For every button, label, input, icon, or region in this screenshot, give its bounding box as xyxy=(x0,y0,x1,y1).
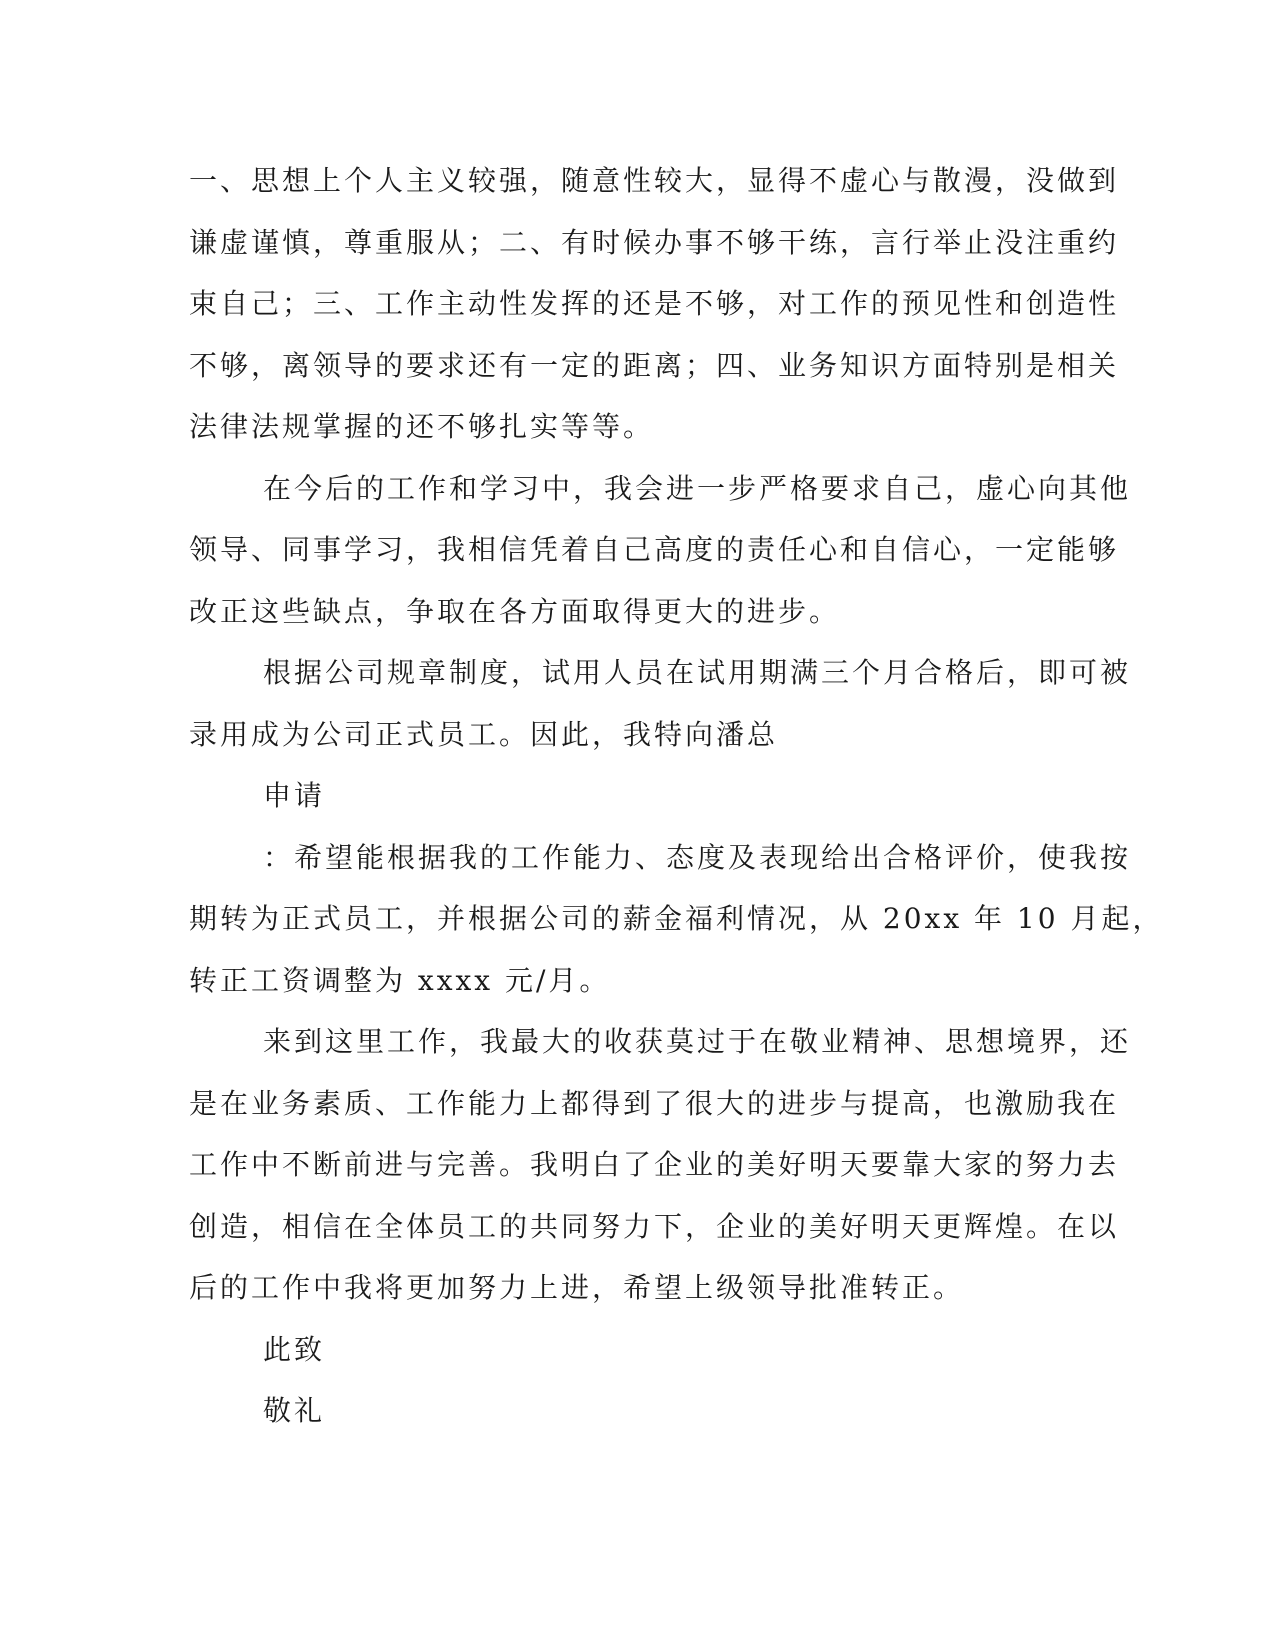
text-line: 申请 xyxy=(263,779,326,812)
closing-phrase: 此致 xyxy=(263,1332,326,1366)
text-line: 转正工资调整为 xxxx 元/月。 xyxy=(189,963,611,997)
text-line: 后的工作中我将更加努力上进，希望上级领导批准转正。 xyxy=(189,1271,965,1304)
text-line: 法律法规掌握的还不够扎实等等。 xyxy=(189,410,655,443)
text-line: 是在业务素质、工作能力上都得到了很大的进步与提高，也激励我在 xyxy=(189,1086,1120,1120)
text-line: 一、思想上个人主义较强，随意性较大，显得不虚心与散漫，没做到 xyxy=(189,164,1120,197)
text-line: 期转为正式员工，并根据公司的薪金福利情况，从 20xx 年 10 月起， xyxy=(189,902,1164,935)
text-line: 根据公司规章制度，试用人员在试用期满三个月合格后，即可被 xyxy=(263,656,1132,689)
letter-body xyxy=(189,162,1164,1454)
text-line: 谦虚谨慎，尊重服从；二、有时候办事不够干练，言行举止没注重约 xyxy=(189,225,1120,259)
text-line: 不够，离领导的要求还有一定的距离；四、业务知识方面特别是相关 xyxy=(189,348,1120,382)
text-line: 改正这些缺点，争取在各方面取得更大的进步。 xyxy=(189,594,841,628)
text-line: 领导、同事学习，我相信凭着自己高度的责任心和自信心，一定能够 xyxy=(189,533,1120,566)
text-line: 工作中不断前进与完善。我明白了企业的美好明天要靠大家的努力去 xyxy=(189,1148,1120,1181)
salutation: 敬礼 xyxy=(263,1394,326,1427)
text-line: 来到这里工作，我最大的收获莫过于在敬业精神、思想境界，还 xyxy=(263,1025,1132,1058)
text-line: ：希望能根据我的工作能力、态度及表现给出合格评价，使我按 xyxy=(263,840,1132,874)
text-line: 在今后的工作和学习中，我会进一步严格要求自己，虚心向其他 xyxy=(263,471,1132,505)
text-line: 创造，相信在全体员工的共同努力下，企业的美好明天更辉煌。在以 xyxy=(189,1209,1120,1243)
text-line: 束自己；三、工作主动性发挥的还是不够，对工作的预见性和创造性 xyxy=(189,287,1120,320)
text-line: 录用成为公司正式员工。因此，我特向潘总 xyxy=(189,717,779,751)
